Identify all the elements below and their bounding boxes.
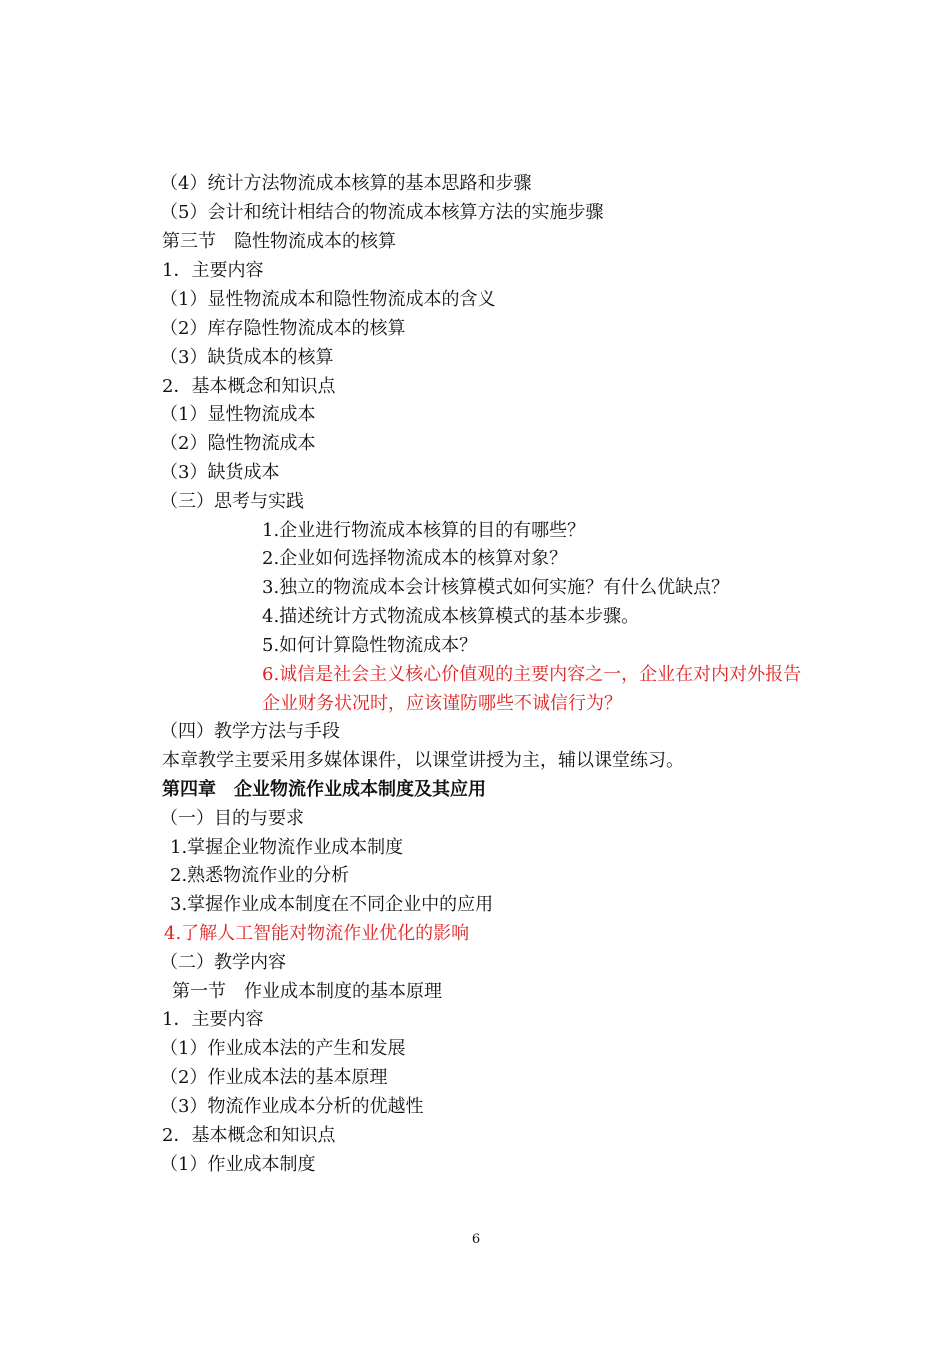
question-item: 3.独立的物流成本会计核算模式如何实施？有什么优缺点？ bbox=[262, 577, 730, 598]
text-line: （2）库存隐性物流成本的核算 bbox=[160, 318, 406, 339]
text-line: 1．主要内容 bbox=[162, 1009, 264, 1030]
text-line: （3）缺货成本 bbox=[160, 462, 280, 483]
text-line: （四）教学方法与手段 bbox=[160, 721, 340, 742]
text-line: （1）作业成本法的产生和发展 bbox=[160, 1038, 406, 1059]
text-line: （2）隐性物流成本 bbox=[160, 433, 316, 454]
chapter-heading: 第四章 企业物流作业成本制度及其应用 bbox=[162, 779, 486, 800]
question-item-highlighted: 6.诚信是社会主义核心价值观的主要内容之一，企业在对内对外报告 bbox=[262, 664, 802, 685]
text-line: 2.熟悉物流作业的分析 bbox=[170, 865, 350, 886]
question-item: 5.如何计算隐性物流成本？ bbox=[262, 635, 478, 656]
text-line: （三）思考与实践 bbox=[160, 491, 304, 512]
text-line: 3.掌握作业成本制度在不同企业中的应用 bbox=[170, 894, 494, 915]
page-number: 6 bbox=[471, 1232, 481, 1247]
section-heading: 第三节 隐性物流成本的核算 bbox=[162, 231, 396, 252]
text-line: 1.掌握企业物流作业成本制度 bbox=[170, 837, 404, 858]
text-line: 2．基本概念和知识点 bbox=[162, 376, 336, 397]
text-line: （1）显性物流成本 bbox=[160, 404, 316, 425]
section-heading: 第一节 作业成本制度的基本原理 bbox=[172, 981, 442, 1002]
text-line: （1）显性物流成本和隐性物流成本的含义 bbox=[160, 289, 496, 310]
question-item-highlighted: 企业财务状况时，应该谨防哪些不诚信行为？ bbox=[262, 693, 622, 714]
text-line: 本章教学主要采用多媒体课件，以课堂讲授为主，辅以课堂练习。 bbox=[162, 750, 684, 771]
text-line: （一）目的与要求 bbox=[160, 808, 304, 829]
question-item: 2.企业如何选择物流成本的核算对象？ bbox=[262, 548, 568, 569]
text-line-highlighted: 4.了解人工智能对物流作业优化的影响 bbox=[164, 923, 470, 944]
question-item: 4.描述统计方式物流成本核算模式的基本步骤。 bbox=[262, 606, 640, 627]
text-line: （二）教学内容 bbox=[160, 952, 286, 973]
text-line: （3）缺货成本的核算 bbox=[160, 347, 334, 368]
text-line: 2．基本概念和知识点 bbox=[162, 1125, 336, 1146]
question-item: 1.企业进行物流成本核算的目的有哪些？ bbox=[262, 520, 586, 541]
text-line: （4）统计方法物流成本核算的基本思路和步骤 bbox=[160, 173, 532, 194]
text-line: （5）会计和统计相结合的物流成本核算方法的实施步骤 bbox=[160, 202, 604, 223]
text-line: （2）作业成本法的基本原理 bbox=[160, 1067, 388, 1088]
text-line: （3）物流作业成本分析的优越性 bbox=[160, 1096, 424, 1117]
text-line: 1．主要内容 bbox=[162, 260, 264, 281]
text-line: （1）作业成本制度 bbox=[160, 1154, 316, 1175]
